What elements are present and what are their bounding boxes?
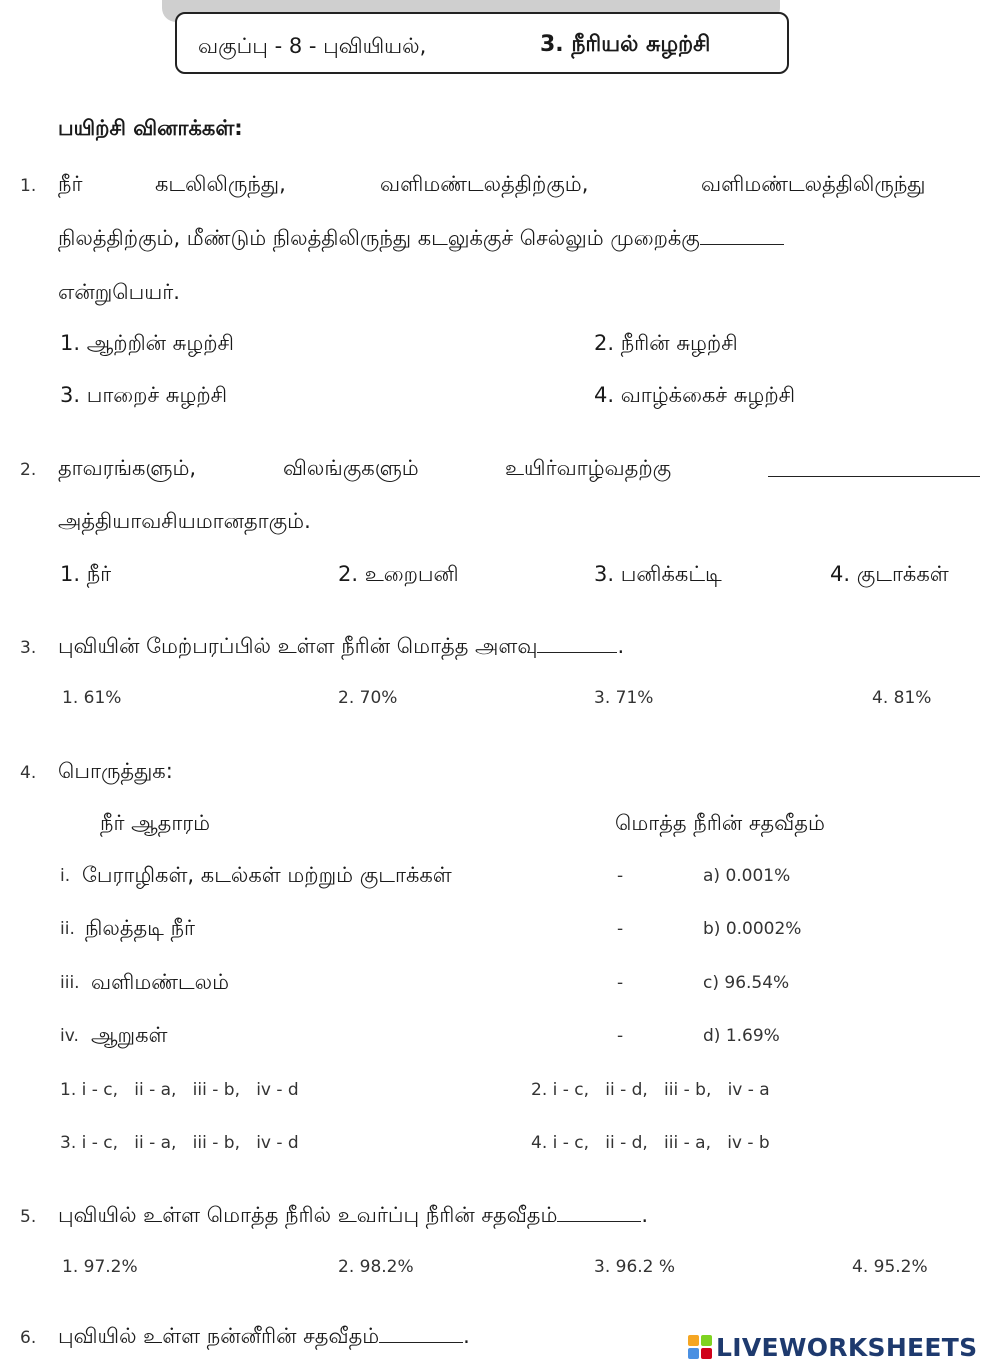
q5-text: புவியில் உள்ள மொத்த நீரில் உவர்ப்பு நீரின் சதவீதம் [58, 1203, 558, 1227]
q4-row-3-value: c) 96.54% [703, 973, 790, 993]
q4-row-2-roman: ii. [60, 919, 75, 939]
q4-col-left-header: நீர் ஆதாரம் [100, 811, 211, 835]
q5-period: . [641, 1203, 649, 1227]
q4-row-4-value: d) 1.69% [703, 1026, 780, 1046]
q4-number: 4. [20, 763, 37, 783]
q4-option-1[interactable]: 1. i - c, ii - a, iii - b, iv - d [60, 1080, 299, 1100]
q1-word-1: நீர் [58, 172, 83, 196]
q3-option-2[interactable]: 2. 70% [338, 688, 398, 708]
q2-option-3[interactable]: 3. பனிக்கட்டி [594, 562, 722, 586]
q4-row-3-label: வளிமண்டலம் [91, 970, 229, 994]
q4-row-4-roman: iv. [60, 1026, 79, 1046]
q4-row-3-dash: - [617, 973, 624, 993]
logo-square-2 [701, 1335, 712, 1346]
q2-option-2[interactable]: 2. உறைபனி [338, 562, 459, 586]
q2-word-1: தாவரங்களும், [58, 456, 197, 480]
q2-option-1[interactable]: 1. நீர் [60, 562, 112, 586]
q1-line-2-text: நிலத்திற்கும், மீண்டும் நிலத்திலிருந்து கடலுக்குச் செல்லும் முறைக்கு [58, 226, 700, 250]
q2-option-4[interactable]: 4. குடாக்கள் [830, 562, 949, 586]
logo-square-1 [688, 1335, 699, 1346]
q1-line-2 [58, 228, 784, 249]
liveworksheets-logo-icon [688, 1335, 712, 1359]
q4-row-2-value: b) 0.0002% [703, 919, 802, 939]
q3-option-4[interactable]: 4. 81% [872, 688, 932, 708]
q1-number: 1. [20, 176, 37, 196]
q5-number: 5. [20, 1207, 37, 1227]
q3-number: 3. [20, 638, 37, 658]
q1-option-1[interactable]: 1. ஆற்றின் சுழற்சி [60, 331, 235, 355]
q5-option-1[interactable]: 1. 97.2% [62, 1257, 138, 1277]
q3-option-1[interactable]: 1. 61% [62, 688, 122, 708]
q5-option-4[interactable]: 4. 95.2% [852, 1257, 928, 1277]
q1-option-4[interactable]: 4. வாழ்க்கைச் சுழற்சி [594, 383, 796, 407]
q3-text: புவியின் மேற்பரப்பில் உள்ள நீரின் மொத்த அளவு [58, 634, 538, 658]
liveworksheets-watermark[interactable] [688, 1333, 994, 1363]
q6-text: புவியில் உள்ள நன்னீரின் சதவீதம் [58, 1324, 380, 1348]
q1-answer-blank[interactable] [700, 243, 784, 245]
q4-option-3[interactable]: 3. i - c, ii - a, iii - b, iv - d [60, 1133, 299, 1153]
q1-option-3[interactable]: 3. பாறைச் சுழற்சி [60, 383, 228, 407]
q3-line [58, 636, 624, 657]
section-title: பயிற்சி வினாக்கள்: [58, 116, 243, 140]
q1-line-3: என்றுபெயர். [58, 280, 180, 304]
q3-option-3[interactable]: 3. 71% [594, 688, 654, 708]
q4-option-2[interactable]: 2. i - c, ii - d, iii - b, iv - a [531, 1080, 770, 1100]
watermark-text: LIVEWORKSHEETS [716, 1333, 978, 1362]
q4-option-4[interactable]: 4. i - c, ii - d, iii - a, iv - b [531, 1133, 770, 1153]
logo-square-3 [688, 1348, 699, 1359]
logo-square-4 [701, 1348, 712, 1359]
q2-line-2: அத்தியாவசியமானதாகும். [58, 509, 311, 533]
header-chapter: 3. நீரியல் சுழற்சி [540, 32, 711, 57]
q4-col-right-header: மொத்த நீரின் சதவீதம் [615, 811, 825, 835]
q6-number: 6. [20, 1328, 37, 1348]
q1-word-2: கடலிலிருந்து, [155, 172, 286, 196]
q5-option-2[interactable]: 2. 98.2% [338, 1257, 414, 1277]
q5-answer-blank[interactable] [557, 1220, 641, 1222]
q3-answer-blank[interactable] [537, 651, 617, 653]
q2-word-2: விலங்குகளும் [283, 456, 419, 480]
q4-row-2-dash: - [617, 919, 624, 939]
header-subject: வகுப்பு - 8 - புவியியல், [198, 34, 427, 58]
q6-period: . [463, 1324, 470, 1348]
q5-line [58, 1205, 648, 1226]
q2-number: 2. [20, 460, 37, 480]
q2-answer-blank[interactable] [768, 476, 980, 477]
q6-answer-blank[interactable] [379, 1341, 463, 1343]
q4-row-4-dash: - [617, 1026, 624, 1046]
q1-word-4: வளிமண்டலத்திலிருந்து [701, 172, 926, 196]
q1-word-3: வளிமண்டலத்திற்கும், [380, 172, 589, 196]
q4-row-1-dash: - [617, 866, 624, 886]
q6-line [58, 1326, 470, 1347]
q5-option-3[interactable]: 3. 96.2 % [594, 1257, 676, 1277]
q1-option-2[interactable]: 2. நீரின் சுழற்சி [594, 331, 738, 355]
q4-row-1-roman: i. [60, 866, 71, 886]
q4-row-1-value: a) 0.001% [703, 866, 791, 886]
q2-word-3: உயிர்வாழ்வதற்கு [505, 456, 672, 480]
q4-row-2-label: நிலத்தடி நீர் [85, 916, 195, 940]
q3-period: . [617, 634, 625, 658]
q4-text: பொருத்துக: [58, 759, 173, 783]
q4-row-1-label: பேராழிகள், கடல்கள் மற்றும் குடாக்கள் [82, 863, 452, 887]
q4-row-3-roman: iii. [60, 973, 80, 993]
q4-row-4-label: ஆறுகள் [91, 1023, 168, 1047]
